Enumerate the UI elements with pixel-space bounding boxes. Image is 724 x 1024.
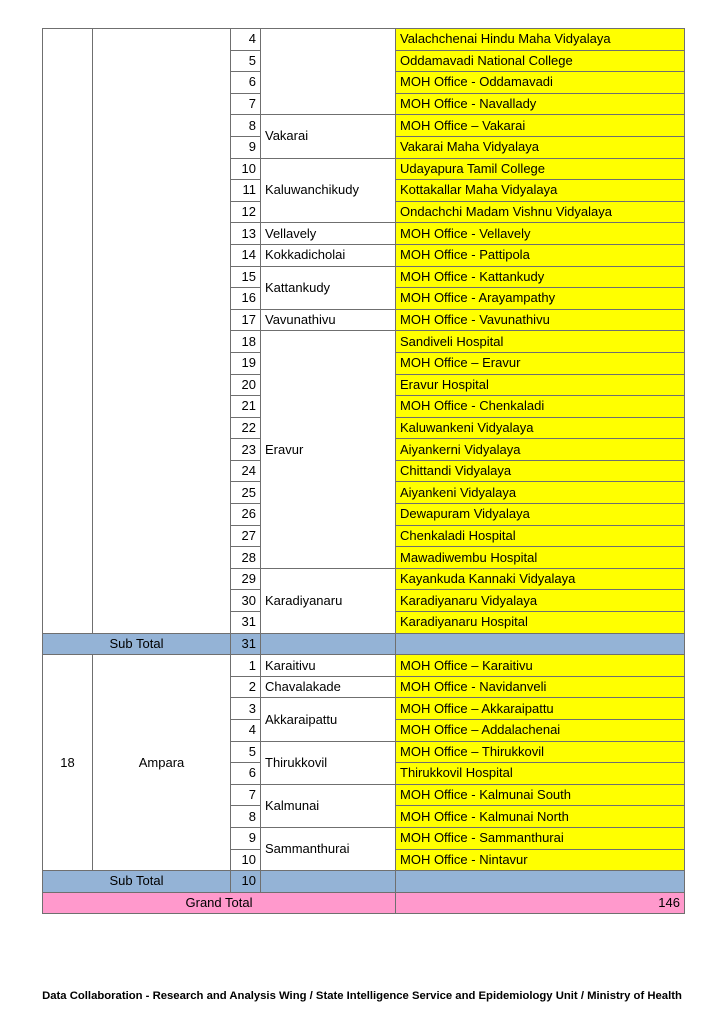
row-number: 13 [231, 223, 261, 245]
row-number: 18 [231, 331, 261, 353]
row-number: 4 [231, 720, 261, 742]
district-index-cell [43, 29, 93, 634]
row-number: 16 [231, 288, 261, 310]
row-number: 17 [231, 309, 261, 331]
row-number: 3 [231, 698, 261, 720]
area-name: Akkaraipattu [261, 698, 396, 741]
institution-name: Dewapuram Vidyalaya [396, 504, 685, 526]
row-number: 30 [231, 590, 261, 612]
row-number: 5 [231, 741, 261, 763]
row-number: 27 [231, 525, 261, 547]
district-index: 18 [43, 655, 93, 871]
institution-name: Aiyankeni Vidyalaya [396, 482, 685, 504]
area-name: Karadiyanaru [261, 568, 396, 633]
area-name: Vakarai [261, 115, 396, 158]
institution-name: MOH Office - Arayampathy [396, 288, 685, 310]
institution-name: Oddamavadi National College [396, 50, 685, 72]
subtotal-row [43, 633, 685, 655]
row-number: 1 [231, 655, 261, 677]
table-row [43, 29, 685, 51]
row-number: 9 [231, 136, 261, 158]
institution-name: MOH Office - Kalmunai North [396, 806, 685, 828]
row-number: 5 [231, 50, 261, 72]
subtotal-value: 10 [231, 871, 261, 893]
area-name: Karaitivu [261, 655, 396, 677]
row-number: 12 [231, 201, 261, 223]
subtotal-row [43, 871, 685, 893]
row-number: 6 [231, 763, 261, 785]
institution-name: MOH Office - Pattipola [396, 244, 685, 266]
area-name: Eravur [261, 331, 396, 569]
institution-name: Aiyankerni Vidyalaya [396, 439, 685, 461]
institution-name: MOH Office – Thirukkovil [396, 741, 685, 763]
row-number: 15 [231, 266, 261, 288]
institution-name: Karadiyanaru Vidyalaya [396, 590, 685, 612]
page-footer: Data Collaboration - Research and Analysis Wing / State Intelligence Service and Epidemiology Unit / Ministry of Health [42, 990, 682, 1002]
institution-name: MOH Office - Vellavely [396, 223, 685, 245]
grand-total-label: Grand Total [43, 892, 396, 914]
institution-name: MOH Office - Kalmunai South [396, 784, 685, 806]
grand-total-value: 146 [396, 892, 685, 914]
institution-name: MOH Office – Eravur [396, 352, 685, 374]
area-name: Chavalakade [261, 676, 396, 698]
row-number: 26 [231, 504, 261, 526]
area-name: Vavunathivu [261, 309, 396, 331]
grand-total-row [43, 892, 685, 914]
table-row [43, 655, 685, 677]
institution-name: MOH Office - Vavunathivu [396, 309, 685, 331]
institution-name: MOH Office – Addalachenai [396, 720, 685, 742]
institution-name: Kaluwankeni Vidyalaya [396, 417, 685, 439]
institution-name: Chenkaladi Hospital [396, 525, 685, 547]
row-number: 4 [231, 29, 261, 51]
institution-name: Kayankuda Kannaki Vidyalaya [396, 568, 685, 590]
row-number: 28 [231, 547, 261, 569]
area-name: Vellavely [261, 223, 396, 245]
area-name: Kokkadicholai [261, 244, 396, 266]
row-number: 6 [231, 72, 261, 94]
institution-name: MOH Office – Akkaraipattu [396, 698, 685, 720]
institution-name: MOH Office - Kattankudy [396, 266, 685, 288]
row-number: 9 [231, 827, 261, 849]
row-number: 20 [231, 374, 261, 396]
row-number: 7 [231, 784, 261, 806]
area-name: Kattankudy [261, 266, 396, 309]
row-number: 2 [231, 676, 261, 698]
row-number: 21 [231, 396, 261, 418]
institution-name: MOH Office - Nintavur [396, 849, 685, 871]
row-number: 8 [231, 115, 261, 137]
institution-name: Udayapura Tamil College [396, 158, 685, 180]
institution-name: Eravur Hospital [396, 374, 685, 396]
row-number: 10 [231, 849, 261, 871]
institution-name: MOH Office – Karaitivu [396, 655, 685, 677]
subtotal-label: Sub Total [43, 871, 231, 893]
institution-name: Kottakallar Maha Vidyalaya [396, 180, 685, 202]
row-number: 19 [231, 352, 261, 374]
institution-name: MOH Office - Navidanveli [396, 676, 685, 698]
row-number: 7 [231, 93, 261, 115]
district-name: Ampara [93, 655, 231, 871]
institution-name: MOH Office - Chenkaladi [396, 396, 685, 418]
area-name: Thirukkovil [261, 741, 396, 784]
institution-name: MOH Office - Oddamavadi [396, 72, 685, 94]
subtotal-label: Sub Total [43, 633, 231, 655]
subtotal-value: 31 [231, 633, 261, 655]
area-name: Sammanthurai [261, 827, 396, 870]
row-number: 23 [231, 439, 261, 461]
institution-name: MOH Office – Vakarai [396, 115, 685, 137]
institution-name: Thirukkovil Hospital [396, 763, 685, 785]
institution-name: Vakarai Maha Vidyalaya [396, 136, 685, 158]
row-number: 24 [231, 460, 261, 482]
institution-name: MOH Office - Sammanthurai [396, 827, 685, 849]
row-number: 29 [231, 568, 261, 590]
institution-name: Karadiyanaru Hospital [396, 612, 685, 634]
district-name-cell [93, 29, 231, 634]
area-name: Kalmunai [261, 784, 396, 827]
institution-name: Ondachchi Madam Vishnu Vidyalaya [396, 201, 685, 223]
area-name: Kaluwanchikudy [261, 158, 396, 223]
row-number: 10 [231, 158, 261, 180]
institution-name: Chittandi Vidyalaya [396, 460, 685, 482]
institution-name: Valachchenai Hindu Maha Vidyalaya [396, 29, 685, 51]
row-number: 11 [231, 180, 261, 202]
area-cell [261, 29, 396, 115]
row-number: 8 [231, 806, 261, 828]
row-number: 22 [231, 417, 261, 439]
row-number: 31 [231, 612, 261, 634]
institution-name: MOH Office - Navallady [396, 93, 685, 115]
row-number: 25 [231, 482, 261, 504]
institution-name: Mawadiwembu Hospital [396, 547, 685, 569]
institutions-table [42, 28, 685, 914]
institution-name: Sandiveli Hospital [396, 331, 685, 353]
row-number: 14 [231, 244, 261, 266]
